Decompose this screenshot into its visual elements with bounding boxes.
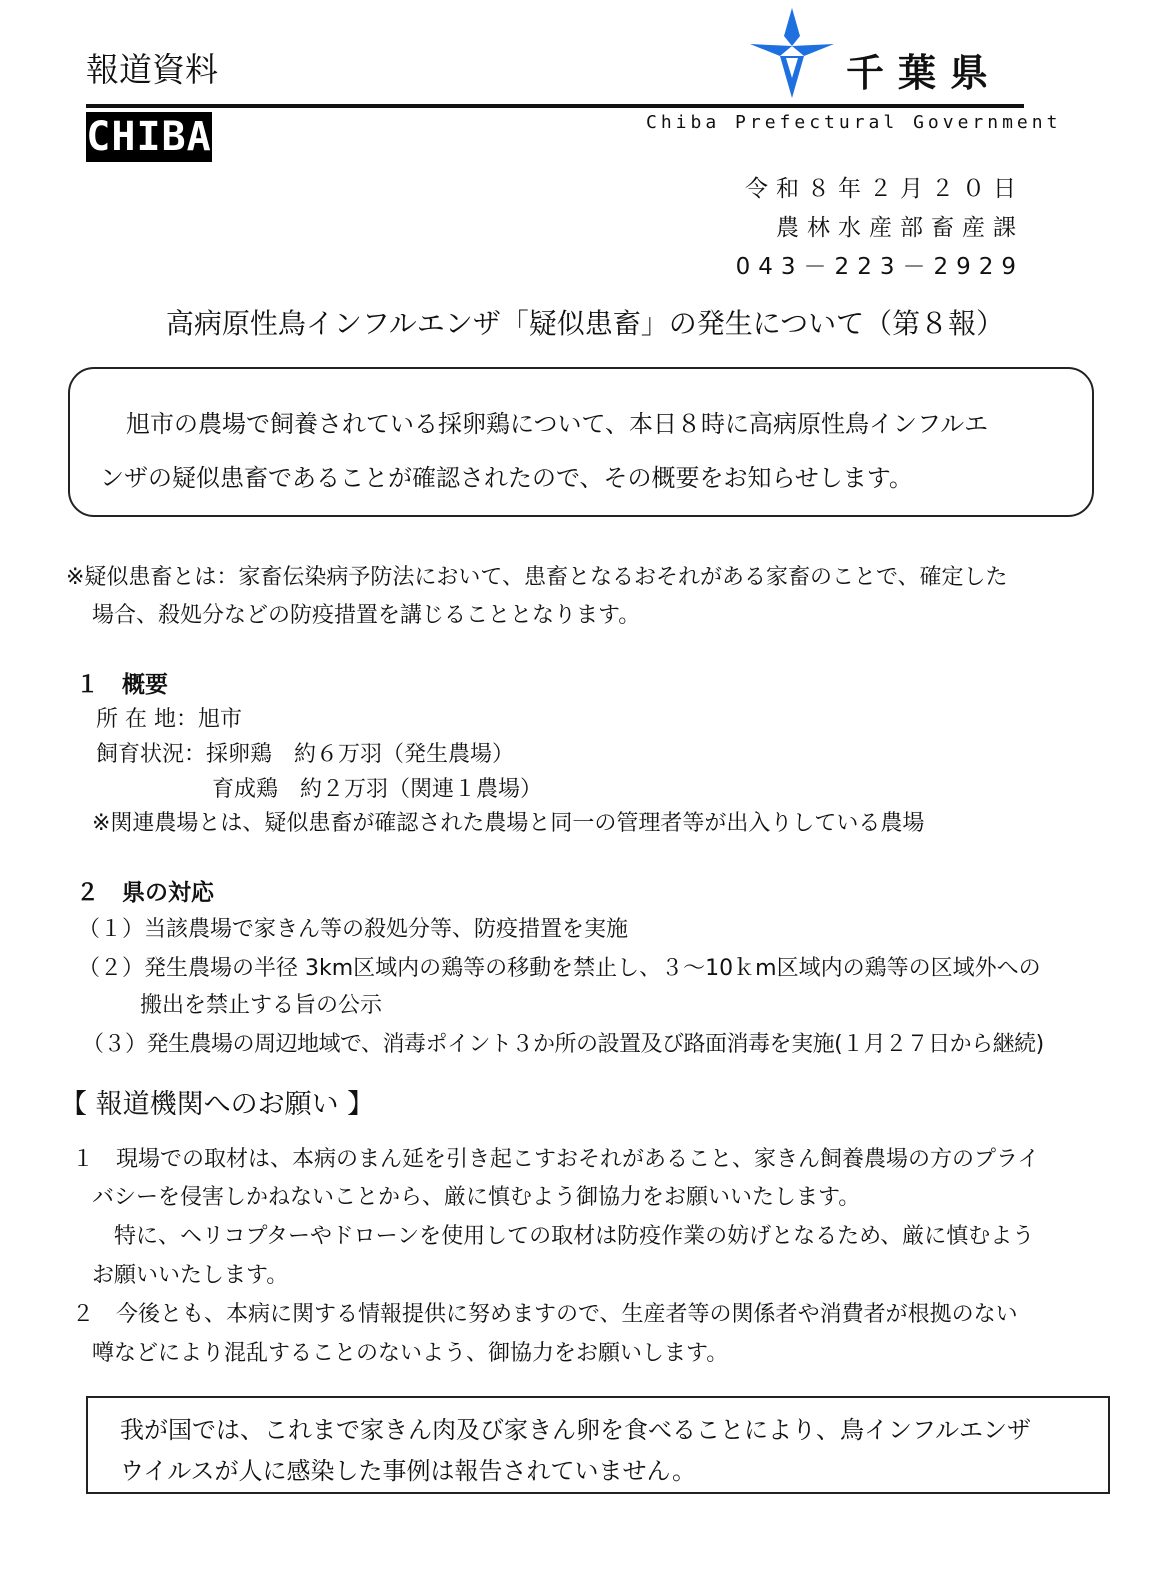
chiba-emblem-icon <box>746 6 838 102</box>
summary-line-2: ンザの疑似患畜であることが確認されたので、その概要をお知らせします。 <box>100 464 913 492</box>
definition-note-line-1: ※疑似患畜とは：家畜伝染病予防法において、患畜となるおそれがある家畜のことで、確定した <box>66 565 1008 590</box>
response-item-3: （３）発生農場の周辺地域で、消毒ポイント３か所の設置及び路面消毒を実施(１月２７日から継続) <box>82 1032 1044 1057</box>
press-item-1-line-1: １ 現場での取材は、本病のまん延を引き起こすおそれがあること、家きん飼養農場の方のプライ <box>72 1147 1040 1172</box>
release-date: 令和８年２月２０日 <box>745 176 1024 202</box>
safety-notice-line-1: 我が国では、これまで家きん肉及び家きん卵を食べることにより、鳥インフルエンザ <box>120 1416 1032 1444</box>
header-divider <box>86 104 1024 108</box>
government-english-name: Chiba Prefectural Government <box>646 112 1062 133</box>
section-2-heading: ２ 県の対応 <box>76 880 214 906</box>
section-1-heading: １ 概要 <box>76 672 168 698</box>
phone-number: 043－223－2929 <box>735 254 1024 280</box>
press-item-1-line-4: お願いいたします。 <box>92 1263 289 1288</box>
safety-notice-line-2: ウイルスが人に感染した事例は報告されていません。 <box>120 1457 696 1485</box>
department: 農林水産部畜産課 <box>776 215 1024 241</box>
location-line: 所 在 地：旭市 <box>96 707 242 732</box>
page-title: 高病原性鳥インフルエンザ「疑似患畜」の発生について（第８報） <box>165 307 1005 340</box>
summary-line-1: 旭市の農場で飼養されている採卵鶏について、本日８時に高病原性鳥インフルエ <box>126 410 989 438</box>
press-item-2-line-1: ２ 今後とも、本病に関する情報提供に努めますので、生産者等の関係者や消費者が根拠のない <box>72 1302 1018 1327</box>
related-farm-note: ※関連農場とは、疑似患畜が確認された農場と同一の管理者等が出入りしている農場 <box>92 811 925 836</box>
press-item-1-line-2: バシーを侵害しかねないことから、厳に慎むよう御協力をお願いいたします。 <box>92 1185 861 1210</box>
chiba-logo-box: CHIBA <box>86 114 212 160</box>
keeping-status-line-1: 飼育状況：採卵鶏 約６万羽（発生農場） <box>96 742 515 767</box>
press-item-1-line-3: 特に、ヘリコプターやドローンを使用しての取材は防疫作業の妨げとなるため、厳に慎むよう <box>114 1224 1035 1249</box>
response-item-2-line-1: （２）発生農場の半径 3km区域内の鶏等の移動を禁止し、３～10ｋm区域内の鶏等の区域外への <box>78 956 1041 981</box>
doc-type-label: 報道資料 <box>86 50 218 89</box>
press-item-2-line-2: 噂などにより混乱することのないよう、御協力をお願いします。 <box>92 1341 729 1366</box>
response-item-1: （１）当該農場で家きん等の殺処分等、防疫措置を実施 <box>78 917 629 942</box>
response-item-2-line-2: 搬出を禁止する旨の公示 <box>140 993 383 1018</box>
prefecture-name: 千葉県 <box>846 51 1003 95</box>
definition-note-line-2: 場合、殺処分などの防疫措置を講じることとなります。 <box>92 603 641 628</box>
keeping-status-line-2: 育成鶏 約２万羽（関連１農場） <box>212 777 543 802</box>
press-request-heading: 【 報道機関へのお願い 】 <box>60 1089 375 1120</box>
summary-box <box>68 367 1094 517</box>
